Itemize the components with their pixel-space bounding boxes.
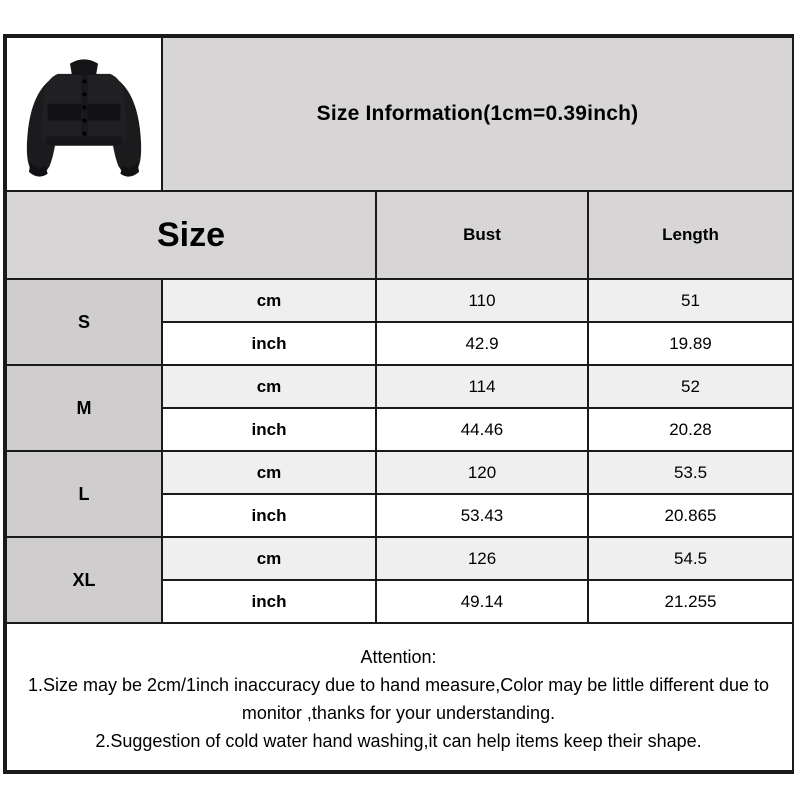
page-title: Size Information(1cm=0.39inch) bbox=[162, 37, 793, 191]
bust-value: 53.43 bbox=[376, 494, 588, 537]
length-value: 54.5 bbox=[588, 537, 793, 580]
unit-cell: cm bbox=[162, 537, 376, 580]
attention-line: 1.Size may be 2cm/1inch inaccuracy due to hand measure,Color may be little different due to bbox=[27, 675, 770, 695]
size-label-m: M bbox=[6, 365, 162, 451]
length-value: 20.28 bbox=[588, 408, 793, 451]
size-label-s: S bbox=[6, 279, 162, 365]
table-row-l-cm bbox=[6, 451, 793, 494]
length-value: 19.89 bbox=[588, 322, 793, 365]
bust-value: 126 bbox=[376, 537, 588, 580]
table-row-s-cm bbox=[6, 279, 793, 322]
attention-title: Attention: bbox=[360, 647, 437, 667]
size-table bbox=[5, 36, 794, 772]
bust-value: 42.9 bbox=[376, 322, 588, 365]
length-value: 51 bbox=[588, 279, 793, 322]
length-value: 21.255 bbox=[588, 580, 793, 623]
unit-cell: cm bbox=[162, 365, 376, 408]
attention-line: monitor ,thanks for your understanding. bbox=[241, 703, 556, 723]
bust-value: 49.14 bbox=[376, 580, 588, 623]
unit-cell: cm bbox=[162, 451, 376, 494]
attention-section bbox=[6, 623, 793, 771]
table-row-xl-cm bbox=[6, 537, 793, 580]
unit-cell: cm bbox=[162, 279, 376, 322]
unit-cell: inch bbox=[162, 322, 376, 365]
attention-line: 2.Suggestion of cold water hand washing,it can help items keep their shape. bbox=[95, 731, 702, 751]
bust-value: 44.46 bbox=[376, 408, 588, 451]
size-label-l: L bbox=[6, 451, 162, 537]
size-label-xl: XL bbox=[6, 537, 162, 623]
bust-value: 110 bbox=[376, 279, 588, 322]
unit-cell: inch bbox=[162, 408, 376, 451]
product-jacket-image bbox=[7, 38, 161, 190]
table-row-m-cm bbox=[6, 365, 793, 408]
attention-text bbox=[7, 639, 792, 755]
unit-cell: inch bbox=[162, 580, 376, 623]
product-image-cell bbox=[6, 37, 162, 191]
unit-cell: inch bbox=[162, 494, 376, 537]
length-value: 20.865 bbox=[588, 494, 793, 537]
length-value: 53.5 bbox=[588, 451, 793, 494]
column-header-row bbox=[6, 191, 793, 279]
attention-row bbox=[6, 623, 793, 771]
bust-value: 114 bbox=[376, 365, 588, 408]
bust-value: 120 bbox=[376, 451, 588, 494]
column-header-size: Size bbox=[6, 191, 376, 279]
length-value: 52 bbox=[588, 365, 793, 408]
column-header-bust: Bust bbox=[376, 191, 588, 279]
jacket-illustration bbox=[14, 43, 154, 185]
size-chart-frame bbox=[3, 34, 794, 774]
top-row bbox=[6, 37, 793, 191]
column-header-length: Length bbox=[588, 191, 793, 279]
